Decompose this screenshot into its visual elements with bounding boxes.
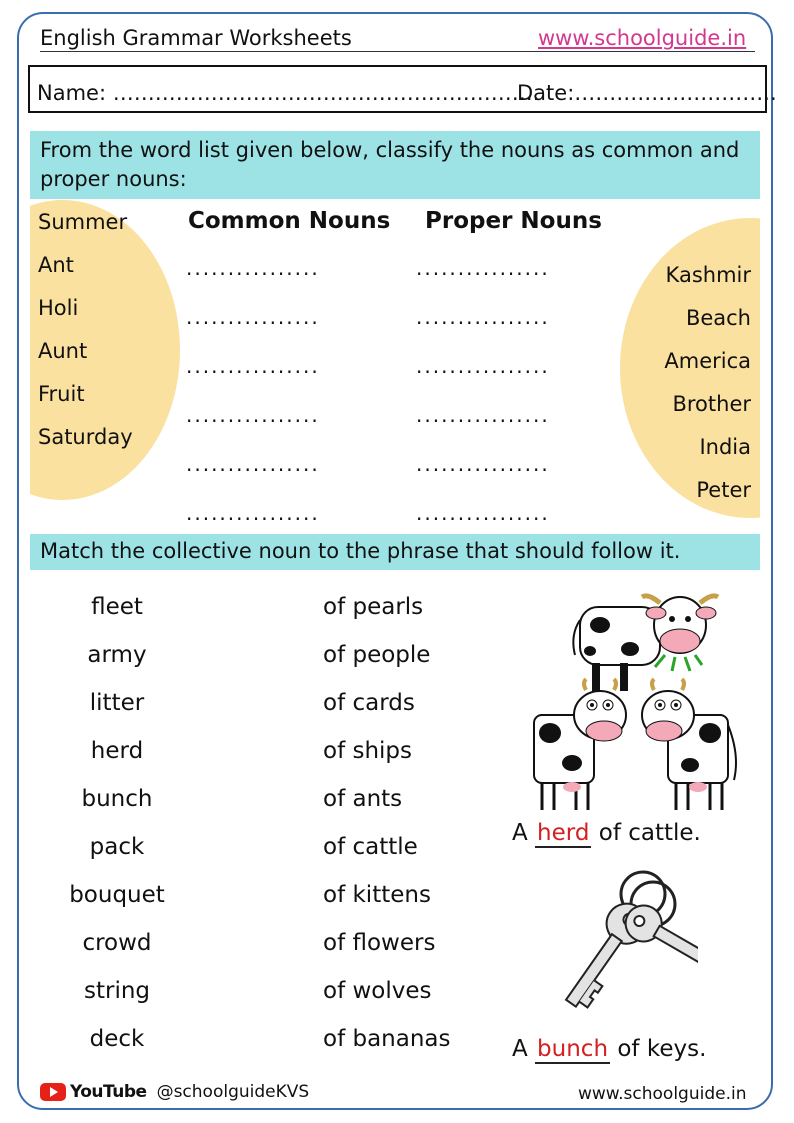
header-underline (40, 51, 755, 52)
phrase-item[interactable]: of ships (323, 738, 413, 764)
common-noun-blank[interactable]: ................ (186, 305, 320, 329)
phrase-item[interactable]: of flowers (323, 930, 436, 956)
example-caption-bunch (512, 1036, 706, 1062)
collective-noun-item[interactable]: bunch (81, 786, 153, 812)
phrase-item[interactable]: of wolves (323, 978, 432, 1004)
word-lists-area (30, 200, 760, 518)
collective-noun-item[interactable]: bouquet (69, 882, 165, 908)
common-noun-blank[interactable]: ................ (186, 452, 320, 476)
left-word-item: Fruit (38, 382, 85, 406)
right-word-item: America (664, 349, 751, 373)
date-field[interactable]: Date:……………………….. (517, 81, 777, 105)
instruction-match: Match the collective noun to the phrase that should follow it. (30, 534, 760, 570)
collective-noun-item[interactable]: fleet (91, 594, 143, 620)
left-word-item: Saturday (38, 425, 133, 449)
left-word-item: Ant (38, 253, 74, 277)
proper-noun-blank[interactable]: ................ (416, 354, 550, 378)
collective-noun-item[interactable]: deck (89, 1026, 145, 1052)
collective-noun-item[interactable]: pack (89, 834, 145, 860)
collective-noun-item[interactable]: string (83, 978, 151, 1004)
phrase-item[interactable]: of cards (323, 690, 415, 716)
common-noun-blank[interactable]: ................ (186, 256, 320, 280)
left-word-item: Holi (38, 296, 79, 320)
left-word-item: Aunt (38, 339, 88, 363)
example1-phrase: of cattle. (598, 820, 701, 846)
proper-nouns-heading: Proper Nouns (425, 208, 602, 234)
collective-noun-item[interactable]: army (87, 642, 147, 668)
phrase-item[interactable]: of kittens (323, 882, 431, 908)
common-noun-blank[interactable]: ................ (186, 354, 320, 378)
youtube-wordmark: YouTube (70, 1082, 147, 1102)
right-word-item: Beach (685, 306, 751, 330)
common-nouns-heading: Common Nouns (188, 208, 391, 234)
proper-noun-blank[interactable]: ................ (416, 403, 550, 427)
proper-noun-blank[interactable]: ................ (416, 256, 550, 280)
youtube-channel-link[interactable] (40, 1082, 309, 1102)
collective-noun-item[interactable]: herd (90, 738, 144, 764)
worksheet-title: English Grammar Worksheets (40, 26, 352, 50)
keys-illustration (548, 866, 698, 1026)
example1-article: A (512, 820, 528, 846)
footer-url-link[interactable]: www.schoolguide.in (578, 1084, 747, 1104)
example2-article: A (512, 1036, 528, 1062)
phrase-item[interactable]: of people (323, 642, 431, 668)
example2-phrase: of keys. (617, 1036, 707, 1062)
header-url-link[interactable]: www.schoolguide.in (538, 26, 747, 50)
common-noun-blank[interactable]: ................ (186, 501, 320, 525)
proper-noun-blank[interactable]: ................ (416, 305, 550, 329)
example2-highlight: bunch (537, 1036, 609, 1062)
cows-illustration (520, 585, 750, 815)
youtube-handle: @schoolguideKVS (156, 1082, 310, 1102)
youtube-icon (40, 1083, 66, 1101)
right-word-item: India (699, 435, 751, 459)
right-word-item: Peter (696, 478, 751, 502)
name-field[interactable]: Name: ……………………………………………………. (37, 81, 540, 105)
common-noun-blank[interactable]: ................ (186, 403, 320, 427)
phrase-item[interactable]: of bananas (323, 1026, 451, 1052)
example-caption-herd (512, 820, 701, 846)
collective-noun-item[interactable]: crowd (82, 930, 152, 956)
instruction-classify: From the word list given below, classify the nouns as common and proper nouns: (30, 131, 760, 199)
right-word-item: Kashmir (665, 263, 751, 287)
example1-highlight: herd (537, 820, 590, 846)
proper-noun-blank[interactable]: ................ (416, 452, 550, 476)
phrase-item[interactable]: of pearls (323, 594, 424, 620)
right-word-item: Brother (672, 392, 751, 416)
phrase-item[interactable]: of cattle (323, 834, 418, 860)
name-date-box (28, 65, 777, 113)
phrase-item[interactable]: of ants (323, 786, 403, 812)
left-word-item: Summer (38, 210, 128, 234)
collective-noun-item[interactable]: litter (89, 690, 145, 716)
proper-noun-blank[interactable]: ................ (416, 501, 550, 525)
